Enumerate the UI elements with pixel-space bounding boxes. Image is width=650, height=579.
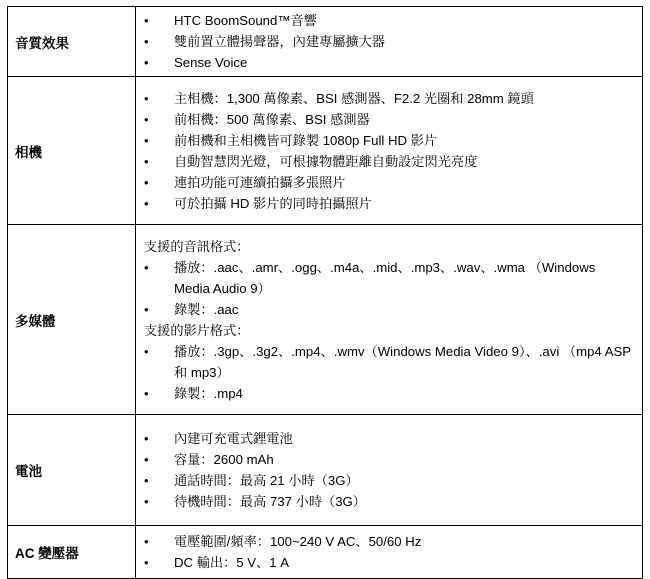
list-item: • 主相機：1,300 萬像素、BSI 感測器、F2.2 光圈和 28mm 鏡頭 (144, 88, 634, 109)
spec-row-multimedia (8, 225, 643, 415)
list-item: • Sense Voice (144, 52, 634, 73)
category-label: 音質效果 (8, 7, 136, 77)
list-item: • 電壓範圍/頻率：100~240 V AC、50/60 Hz (144, 531, 634, 552)
detail-cell (136, 225, 643, 415)
list-item: • 內建可充電式鋰電池 (144, 428, 634, 449)
list-item: • 連拍功能可連續拍攝多張照片 (144, 172, 634, 193)
spec-row-sound (8, 7, 643, 77)
list-item: • 播放：.aac、.amr、.ogg、.m4a、.mid、.mp3、.wav、.wma （Windows Media Audio 9） (144, 257, 634, 299)
spec-list (144, 341, 634, 404)
list-item: • 自動智慧閃光燈，可根據物體距離自動設定閃光亮度 (144, 151, 634, 172)
spec-row-camera (8, 77, 643, 225)
list-item: • 待機時間：最高 737 小時（3G） (144, 491, 634, 512)
list-item: • 容量：2600 mAh (144, 449, 634, 470)
detail-cell (136, 77, 643, 225)
detail-cell (136, 526, 643, 579)
category-label: AC 變壓器 (8, 526, 136, 579)
list-item: • 通話時間：最高 21 小時（3G） (144, 470, 634, 491)
spec-row-ac-adapter (8, 526, 643, 579)
list-item: • 錄製：.mp4 (144, 383, 634, 404)
list-item: • 錄製：.aac (144, 299, 634, 320)
spec-list (144, 257, 634, 320)
spec-list (144, 531, 634, 573)
list-item: • 可於拍攝 HD 影片的同時拍攝照片 (144, 193, 634, 214)
detail-cell (136, 7, 643, 77)
list-item: • 雙前置立體揚聲器，內建專屬擴大器 (144, 31, 634, 52)
spec-table (7, 6, 643, 579)
detail-cell (136, 415, 643, 526)
list-item: • 前相機：500 萬像素、BSI 感測器 (144, 109, 634, 130)
list-item: • DC 輸出：5 V、1 A (144, 552, 634, 573)
spec-list (144, 10, 634, 73)
spec-list (144, 88, 634, 214)
category-label: 相機 (8, 77, 136, 225)
spec-row-battery (8, 415, 643, 526)
category-label: 多媒體 (8, 225, 136, 415)
audio-format-heading: 支援的音訊格式： (144, 238, 250, 254)
list-item: • HTC BoomSound™音響 (144, 10, 634, 31)
list-item: • 播放：.3gp、.3g2、.mp4、.wmv（Windows Media Video 9）、.avi （mp4 ASP 和 mp3） (144, 341, 634, 383)
category-label: 電池 (8, 415, 136, 526)
list-item: • 前相機和主相機皆可錄製 1080p Full HD 影片 (144, 130, 634, 151)
spec-list (144, 428, 634, 512)
video-format-heading: 支援的影片格式： (144, 322, 250, 338)
